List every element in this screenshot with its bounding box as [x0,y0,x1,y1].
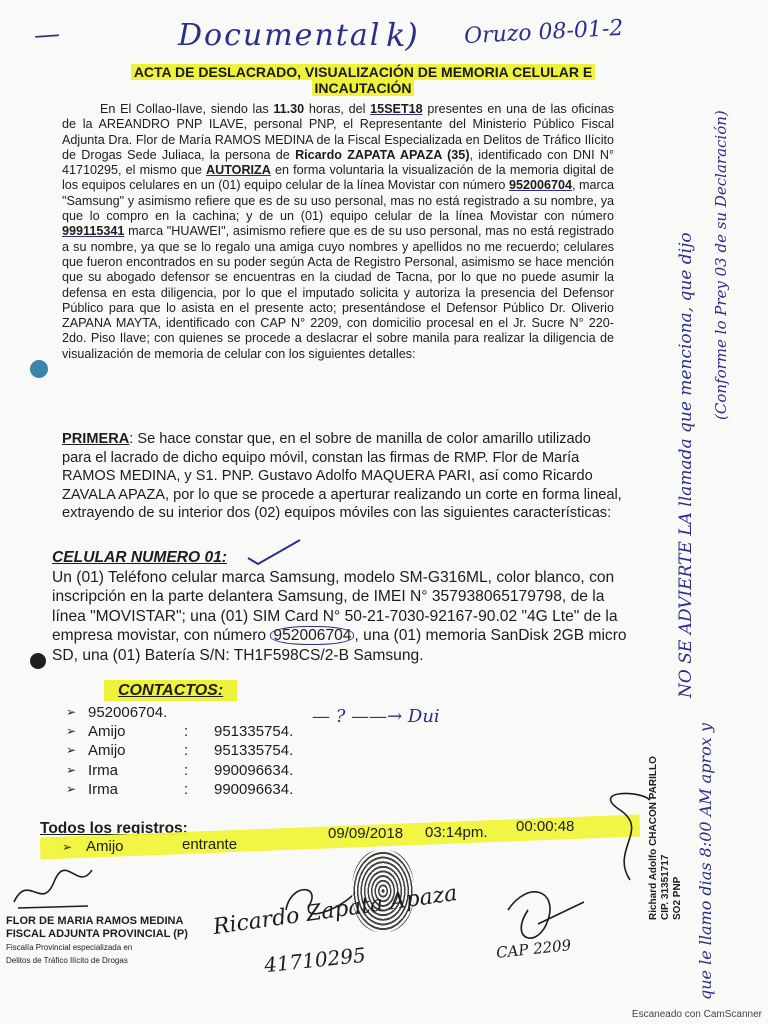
arrow-bullet-icon: ➢ [66,743,77,757]
contact-number: 951335754. [214,723,294,740]
arrow-bullet-icon: ➢ [66,763,77,777]
contact-name: Amijo [88,723,126,740]
registros-title: Todos los registros: [40,820,188,837]
margin-note-1: NO SE ADVIERTE LA llamada que menciona, que dijo [676,232,696,698]
intro-text-3: presentes en una de las oficinas de la AREANDRO PNP ILAVE, personal PNP, el Representante del Ministerio Público Fiscal Adjunta Dra. Flor de María RAMOS MEDINA de la Fiscal Especializada en Delitos de Tráfico Ilícito de Drogas Sede Juliaca, la persona de [62,102,615,162]
contact-separator: : [184,781,189,798]
intro-text-6: , marca "Samsung" y asimismo refiere que es de su uso personal, mas no está registrado a su nombre, ya que lo compro en la cachina; y de un (01) equipo celular de la línea Movistar con número [62,178,615,224]
contact-name: Amijo [88,742,126,759]
celular-number-circled: 952006704 [270,626,354,645]
contact-number: 990096634. [214,762,294,779]
scanner-watermark: Escaneado con CamScanner [631,1009,762,1020]
contacts-title [104,682,237,700]
arrow-bullet-icon: ➢ [66,705,77,719]
intro-person: Ricardo ZAPATA APAZA (35) [295,147,470,162]
handwritten-defendant-dni: 41710295 [263,942,367,978]
primera-label: PRIMERA [62,431,130,447]
margin-note-2: (Conforme lo Prey 03 de su Declaración) [712,110,730,420]
celular-text-1: Un (01) Teléfono celular marca Samsung, modelo SM-G316ML, color blanco, con inscripción en la parte delantera Samsung, de IMEI N° 357938065179798, de la línea "MOVISTAR"; una (01) SIM Card N° 50-21-7030-92167-90.02 "4G Lte" de la empresa movistar, con número [52,568,618,644]
arrow-bullet-icon: ➢ [66,724,77,738]
primera-text: : Se hace constar que, en el sobre de manilla de color amarillo utilizado para el lacrado de dicho equipo móvil, constan las firmas de RMP. Flor de María RAMOS MEDINA, y S1. PNP. Gustavo Adolfo MAQUERA PARI, así como Ricardo ZAVALA APAZA, por lo que se procede a aperturar realizando un corte en forma lineal, extrayendo de su interior dos (02) equipos móviles con las siguientes características: [62,431,622,521]
contact-name: 952006704. [88,704,168,721]
celular-section [52,548,637,665]
stamp-line: Fiscalía Provincial especializada en [6,943,133,952]
handwritten-doc-ref: Oruzo 08-01-2 [463,15,624,50]
stamp-line: Richard Adolfo CHACON PARILLO [648,756,659,920]
stamp-line: SO2 PNP [672,876,683,920]
handwritten-top-left-mark: — [32,19,62,51]
intro-date: 15SET18 [370,102,423,116]
intro-paragraph [62,102,614,362]
officer-stamp [648,756,684,920]
handwritten-cap: CAP 2209 [495,936,573,962]
intro-number-1: 952006704 [508,178,572,193]
registro-name: Amijo [86,838,124,855]
contacts-label: CONTACTOS: [104,680,237,701]
celular-text-2: , una (01) memoria SanDisk 2GB micro SD, una (01) Batería S/N: TH1F598CS/2-B Samsung. [52,627,627,664]
contact-number: 990096634. [214,781,294,798]
intro-text-7: marca "HUAWEI", asimismo refiere que es de su uso personal, mas no está registrado a su nombre, ya que se lo regalo una amiga cuyo nombres y apellidos no me recuerdo; celulares que fueron encontrados en su poder según Acta de Registro Personal, asimismo se hace mención que su abogado defensor se encuentras en la ciudad de Tacna, por lo que no puede asumir la defensa en esta diligencia, por lo que el imputado solicita y autoriza la presencia del Defensor Público para que lo asista en el presente acto; presentándose el Defensor Público Dr. Oliverio ZAPANA MAYTA, identificado con CAP N° 2209, con domicilio procesal en el Jr. Sucre N° 220-2do. Piso Ilave; con quienes se procede a deslacrar el sobre manila para realizar la diligencia de visualización de memoria de celular con los siguientes detalles: [62,224,615,361]
handwritten-defendant-name: Ricardo Zapata Apaza [211,880,459,941]
contact-separator: : [184,723,189,740]
stamp-line: Delitos de Tráfico Ilícito de Drogas [6,956,128,965]
contact-separator: : [184,762,189,779]
intro-time: 11.30 [273,102,305,116]
title-line-1: ACTA DE DESLACRADO, VISUALIZACIÓN DE MEMORIA CELULAR E [131,64,595,80]
prosecutor-signature-icon [8,862,98,914]
registro-type: entrante [182,836,238,853]
contact-number: 951335754. [214,742,294,759]
primera-section [62,430,622,523]
intro-number-2: 999115341 [62,224,125,239]
intro-text-1: En El Collao-Ilave, siendo las [100,102,269,116]
stamp-line: FISCAL ADJUNTA PROVINCIAL (P) [6,928,188,940]
punch-hole [30,360,48,378]
intro-text-4: , identificado con DNI N° 41710295, el mismo que [62,147,614,178]
handwritten-contact-note: — ? ——→ Dui [312,706,440,727]
registro-duration: 00:00:48 [516,818,575,835]
contact-name: Irma [88,781,118,798]
punch-hole [30,653,46,669]
margin-note-3: que le llamo dias 8:00 AM aprox y [696,723,715,1000]
intro-text-5: en forma voluntaria la visualización de la memoria digital de los equipos celulares en un (01) equipo celular de la línea Movistar con número [62,163,615,193]
contact-separator: : [184,742,189,759]
handwritten-doc-letter: k) [386,16,418,54]
handwritten-doc-title: Documental [178,18,382,53]
registro-date: 09/09/2018 [328,825,404,842]
stamp-line: FLOR DE MARIA RAMOS MEDINA [6,915,184,927]
arrow-bullet-icon: ➢ [66,782,77,796]
title-line-2: INCAUTACIÓN [312,80,415,96]
intro-text-2: horas, del [308,102,366,116]
contact-name: Irma [88,762,118,779]
registro-time: 03:14pm. [425,824,488,841]
intro-autoriza: AUTORIZA [206,163,271,178]
celular-label: CELULAR NUMERO 01: [52,549,228,566]
document-title [118,64,608,96]
stamp-line: CIP. 31351717 [660,854,671,920]
arrow-bullet-icon: ➢ [62,840,73,854]
prosecutor-stamp [6,915,188,967]
check-mark-icon [244,536,304,568]
